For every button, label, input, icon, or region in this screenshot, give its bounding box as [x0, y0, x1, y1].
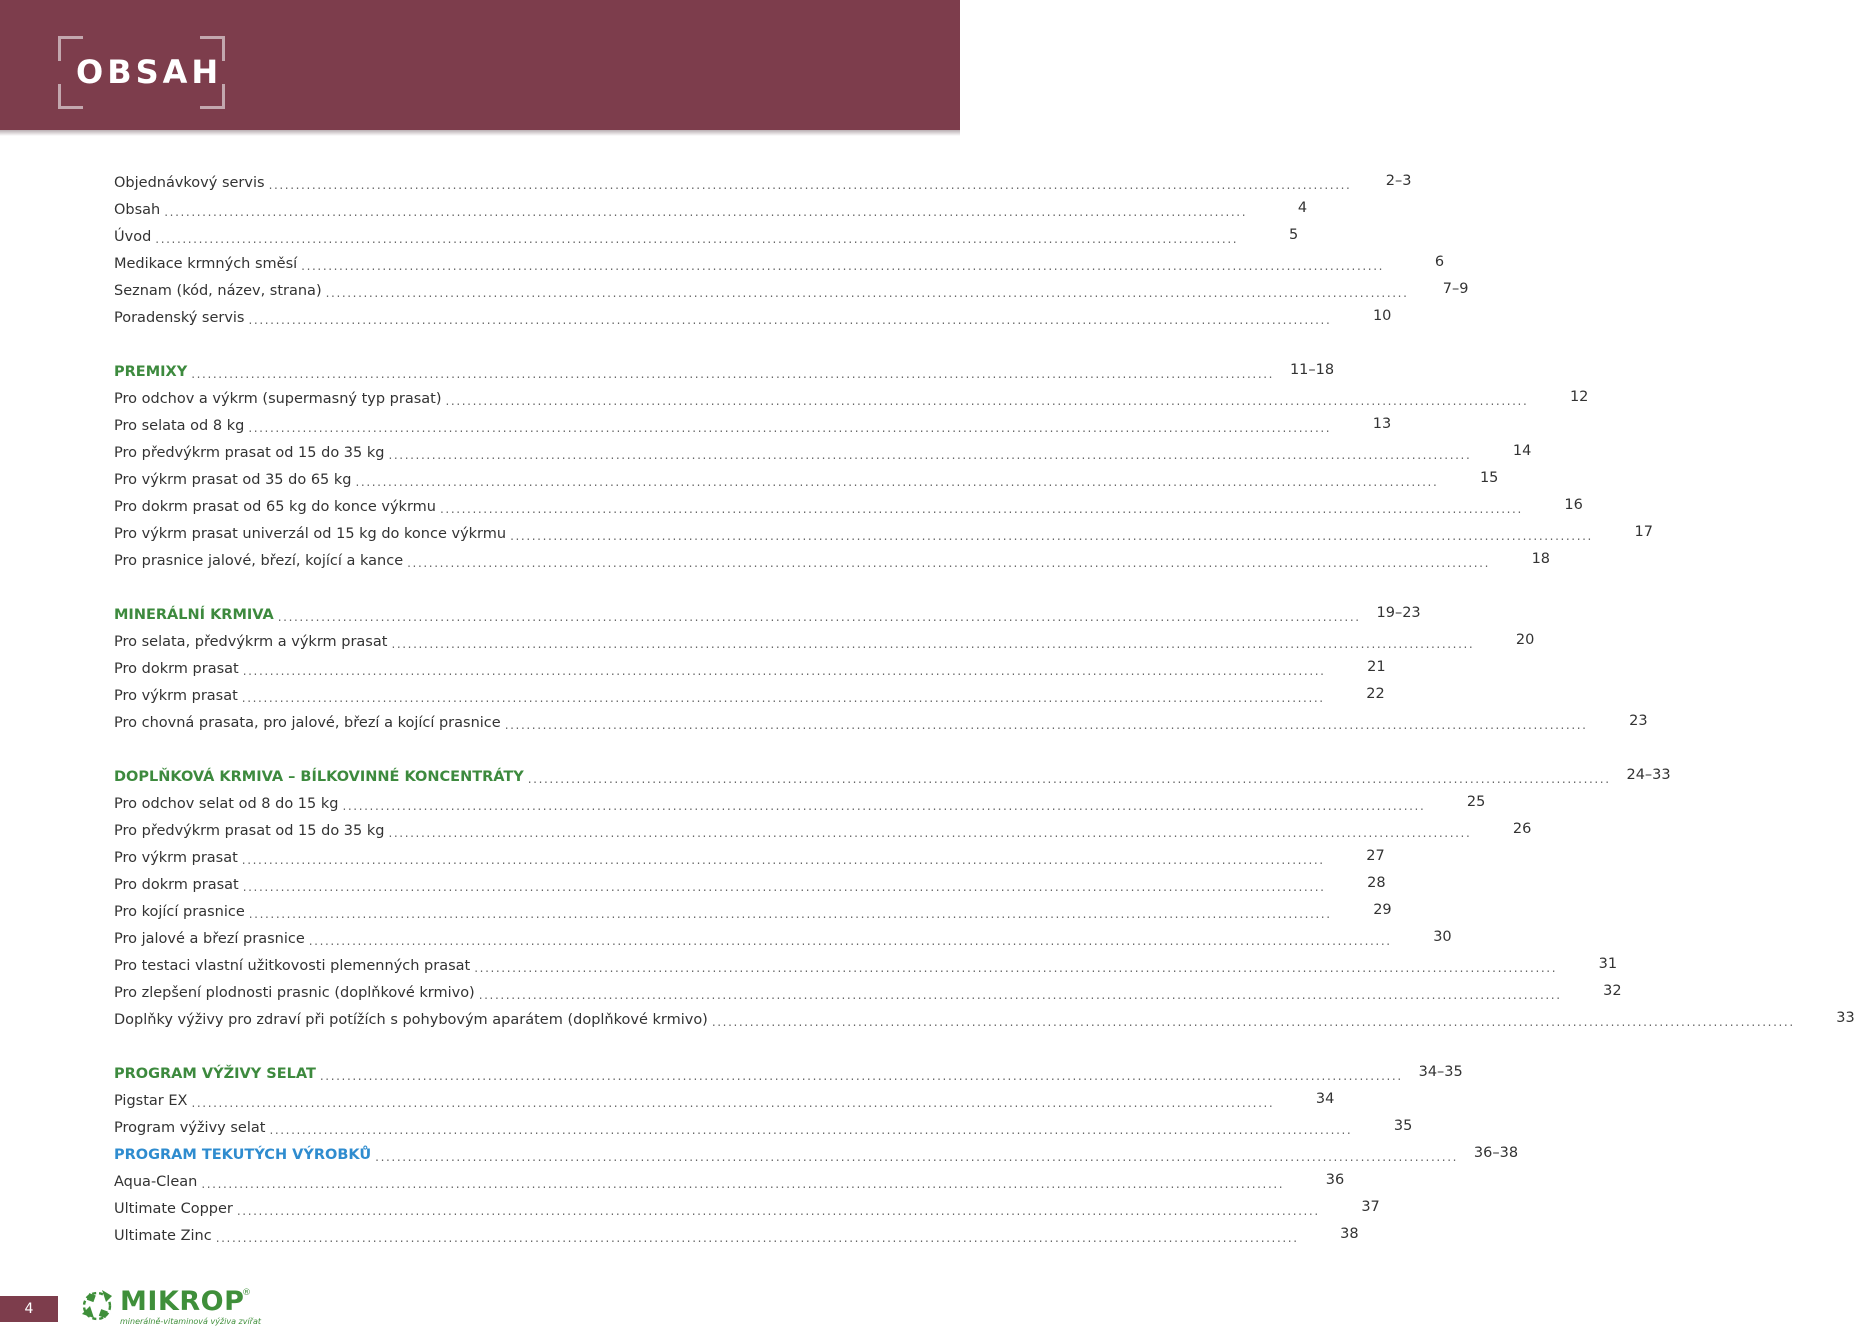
toc-entry[interactable] [114, 1196, 1380, 1222]
toc-entry-page: 19–23 [1376, 605, 1421, 621]
dot-leader: ........................................................................................................................................................................................................ [391, 637, 1475, 651]
dot-leader: ........................................................................................................................................................................................................ [375, 1150, 1459, 1164]
toc-entry-page: 14 [1512, 443, 1532, 459]
toc-entry-page: 23 [1629, 713, 1648, 729]
dot-leader: ........................................................................................................................................................................................................ [269, 1123, 1353, 1137]
toc-entry[interactable] [114, 413, 1392, 439]
dot-leader: ........................................................................................................................................................................................................ [277, 610, 1361, 624]
toc-entry-page: 20 [1515, 632, 1535, 648]
toc-entry-title: Pro selata, předvýkrm a výkrm prasat [114, 634, 388, 650]
dot-leader: ........................................................................................................................................................................................................ [301, 259, 1385, 273]
toc-entry-title: Seznam (kód, název, strana) [114, 283, 322, 299]
dot-leader: ........................................................................................................................................................................................................ [242, 880, 1326, 894]
page-title: OBSAH [76, 53, 223, 91]
dot-leader: ........................................................................................................................................................................................................ [248, 313, 1332, 327]
toc-entry-page: 12 [1569, 389, 1589, 405]
dot-leader: ........................................................................................................................................................................................................ [474, 961, 1558, 975]
dot-leader: ........................................................................................................................................................................................................ [241, 853, 1325, 867]
toc-entry[interactable] [114, 818, 1532, 844]
toc-entry-page: 10 [1372, 308, 1392, 324]
toc-entry-title: PREMIXY [114, 364, 188, 380]
toc-entry-title: Pro prasnice jalové, březí, kojící a kance [114, 553, 404, 569]
logo-mark-icon [76, 1284, 118, 1328]
toc-entry-page: 15 [1479, 470, 1499, 486]
toc-entry-page: 30 [1433, 929, 1452, 945]
toc-entry-title: Pro selata od 8 kg [114, 418, 245, 434]
toc-entry[interactable] [114, 467, 1499, 493]
dot-leader: ........................................................................................................................................................................................................ [191, 367, 1275, 381]
toc-entry-title: Program výživy selat [114, 1120, 266, 1136]
toc-entry-page: 33 [1836, 1010, 1855, 1026]
toc-entry-title: Doplňky výživy pro zdraví při potížích s pohybovým aparátem (doplňkové krmivo) [114, 1012, 708, 1028]
dot-leader: ........................................................................................................................................................................................................ [164, 205, 1248, 219]
dot-leader: ........................................................................................................................................................................................................ [445, 394, 1529, 408]
toc-entry-title: PROGRAM VÝŽIVY SELAT [114, 1066, 316, 1082]
toc-entry[interactable] [114, 1007, 1855, 1033]
toc-entry-page: 24–33 [1626, 767, 1671, 783]
toc-entry-title: Ultimate Zinc [114, 1228, 212, 1244]
toc-entry[interactable] [114, 710, 1648, 736]
toc-entry-page: 13 [1372, 416, 1392, 432]
toc-section-heading[interactable] [114, 359, 1335, 385]
logo-wordmark: MIKROP [120, 1286, 245, 1317]
toc-entry-title: Pro zlepšení plodnosti prasnic (doplňkové krmivo) [114, 985, 475, 1001]
toc-entry-title: Pro výkrm prasat univerzál od 15 kg do konce výkrmu [114, 526, 507, 542]
toc-entry[interactable] [114, 629, 1535, 655]
logo-tagline: minerálně-vitaminová výživa zvířat [120, 1317, 262, 1326]
toc-entry-page: 36–38 [1473, 1145, 1519, 1161]
toc-entry-page: 27 [1366, 848, 1385, 864]
dot-leader: ........................................................................................................................................................................................................ [155, 232, 1239, 246]
toc-entry[interactable] [114, 1088, 1335, 1114]
toc-entry-page: 31 [1598, 956, 1618, 972]
toc-entry[interactable] [114, 305, 1392, 331]
toc-entry-title: MINERÁLNÍ KRMIVA [114, 607, 274, 623]
toc-entry-page: 11–18 [1289, 362, 1335, 378]
toc-entry-title: Pro dokrm prasat [114, 877, 239, 893]
toc-entry-title: Pro testaci vlastní užitkovosti plemenných prasat [114, 958, 471, 974]
registered-mark: ® [242, 1288, 251, 1298]
page-number: 4 [0, 1296, 58, 1322]
dot-leader: ........................................................................................................................................................................................................ [236, 1204, 1320, 1218]
dot-leader: ........................................................................................................................................................................................................ [711, 1015, 1795, 1029]
toc-entry-page: 29 [1373, 902, 1392, 918]
toc-entry[interactable] [114, 1223, 1359, 1249]
toc-entry[interactable] [114, 845, 1385, 871]
toc-entry[interactable] [114, 980, 1622, 1006]
dot-leader: ........................................................................................................................................................................................................ [527, 772, 1611, 786]
toc-entry[interactable] [114, 251, 1445, 277]
dot-leader: ........................................................................................................................................................................................................ [355, 475, 1439, 489]
toc-entry[interactable] [114, 899, 1392, 925]
toc-entry[interactable] [114, 953, 1618, 979]
toc-entry-page: 38 [1340, 1226, 1359, 1242]
dot-leader: ........................................................................................................................................................................................................ [268, 178, 1352, 192]
toc-entry-page: 36 [1325, 1172, 1345, 1188]
toc-entry-page: 7–9 [1442, 281, 1469, 297]
toc-entry-title: Poradenský servis [114, 310, 245, 326]
toc-section-heading[interactable] [114, 602, 1421, 628]
toc-entry-page: 2–3 [1385, 173, 1412, 189]
toc-section-heading[interactable] [114, 1061, 1463, 1087]
toc-entry-page: 16 [1564, 497, 1583, 513]
toc-entry-page: 35 [1393, 1118, 1413, 1134]
toc-entry-title: Úvod [114, 229, 152, 245]
toc-entry-page: 5 [1288, 227, 1299, 243]
toc-entry-title: Pro kojící prasnice [114, 904, 245, 920]
dot-leader: ........................................................................................................................................................................................................ [248, 421, 1332, 435]
toc-entry-page: 21 [1367, 659, 1386, 675]
toc-entry[interactable] [114, 1169, 1345, 1195]
dot-leader: ........................................................................................................................................................................................................ [478, 988, 1562, 1002]
toc-entry[interactable] [114, 791, 1486, 817]
toc-entry[interactable] [114, 683, 1385, 709]
toc-entry-title: Pro chovná prasata, pro jalové, březí a kojící prasnice [114, 715, 501, 731]
dot-leader: ........................................................................................................................................................................................................ [201, 1177, 1285, 1191]
dot-leader: ........................................................................................................................................................................................................ [510, 529, 1593, 543]
dot-leader: ........................................................................................................................................................................................................ [215, 1231, 1299, 1245]
toc-entry-title: Medikace krmných směsí [114, 256, 298, 272]
header-shadow [0, 130, 960, 136]
dot-leader: ........................................................................................................................................................................................................ [504, 718, 1588, 732]
toc-entry-title: Ultimate Copper [114, 1201, 233, 1217]
toc-entry[interactable] [114, 926, 1452, 952]
toc-entry-title: Pro dokrm prasat od 65 kg do konce výkrmu [114, 499, 436, 515]
toc-entry-page: 4 [1297, 200, 1308, 216]
toc-entry-title: Aqua-Clean [114, 1174, 198, 1190]
toc-entry-page: 25 [1466, 794, 1486, 810]
toc-entry-title: PROGRAM TEKUTÝCH VÝROBKŮ [114, 1147, 372, 1163]
toc-entry[interactable] [114, 872, 1386, 898]
toc-entry[interactable] [114, 1115, 1413, 1141]
toc-entry-title: Obsah [114, 202, 161, 218]
dot-leader: ........................................................................................................................................................................................................ [407, 556, 1491, 570]
dot-leader: ........................................................................................................................................................................................................ [439, 502, 1523, 516]
toc-entry-page: 26 [1512, 821, 1532, 837]
dot-leader: ........................................................................................................................................................................................................ [241, 691, 1325, 705]
toc-entry-title: Pigstar EX [114, 1093, 188, 1109]
toc-entry[interactable] [114, 224, 1299, 250]
dot-leader: ........................................................................................................................................................................................................ [308, 934, 1392, 948]
toc-entry-page: 6 [1434, 254, 1445, 270]
mikrop-logo [76, 1284, 262, 1328]
toc-entry[interactable] [114, 548, 1551, 574]
toc-entry-title: DOPLŇKOVÁ KRMIVA – BÍLKOVINNÉ KONCENTRÁTY [114, 769, 524, 785]
toc-entry-title: Pro jalové a březí prasnice [114, 931, 305, 947]
toc-entry-title: Objednávkový servis [114, 175, 265, 191]
dot-leader: ........................................................................................................................................................................................................ [388, 826, 1472, 840]
toc-entry[interactable] [114, 656, 1386, 682]
toc-entry-title: Pro výkrm prasat [114, 850, 238, 866]
toc-entry-title: Pro výkrm prasat [114, 688, 238, 704]
dot-leader: ........................................................................................................................................................................................................ [242, 664, 1326, 678]
toc-entry[interactable] [114, 170, 1412, 196]
toc-section-heading[interactable] [114, 1142, 1519, 1168]
toc-entry-page: 18 [1531, 551, 1551, 567]
toc-entry-title: Pro dokrm prasat [114, 661, 239, 677]
toc-entry-title: Pro odchov selat od 8 do 15 kg [114, 796, 339, 812]
toc-entry[interactable] [114, 386, 1589, 412]
toc-entry-page: 17 [1634, 524, 1653, 540]
dot-leader: ........................................................................................................................................................................................................ [248, 907, 1332, 921]
dot-leader: ........................................................................................................................................................................................................ [319, 1069, 1403, 1083]
toc-entry[interactable] [114, 197, 1308, 223]
toc-section-heading[interactable] [114, 764, 1671, 790]
toc-entry-title: Pro předvýkrm prasat od 15 do 35 kg [114, 445, 385, 461]
toc-entry-title: Pro předvýkrm prasat od 15 do 35 kg [114, 823, 385, 839]
toc-entry[interactable] [114, 440, 1532, 466]
dot-leader: ........................................................................................................................................................................................................ [191, 1096, 1275, 1110]
toc-entry-page: 34–35 [1418, 1064, 1463, 1080]
toc-entry-page: 34 [1315, 1091, 1335, 1107]
toc-entry-title: Pro odchov a výkrm (supermasný typ prasat) [114, 391, 442, 407]
toc-entry-page: 28 [1367, 875, 1386, 891]
dot-leader: ........................................................................................................................................................................................................ [388, 448, 1472, 462]
toc-entry-page: 22 [1366, 686, 1385, 702]
toc-entry[interactable] [114, 278, 1469, 304]
dot-leader: ........................................................................................................................................................................................................ [325, 286, 1409, 300]
toc-entry[interactable] [114, 494, 1583, 520]
toc-entry[interactable] [114, 521, 1653, 547]
dot-leader: ........................................................................................................................................................................................................ [342, 799, 1426, 813]
toc-entry-page: 37 [1361, 1199, 1380, 1215]
toc-entry-page: 32 [1603, 983, 1622, 999]
toc-entry-title: Pro výkrm prasat od 35 do 65 kg [114, 472, 352, 488]
